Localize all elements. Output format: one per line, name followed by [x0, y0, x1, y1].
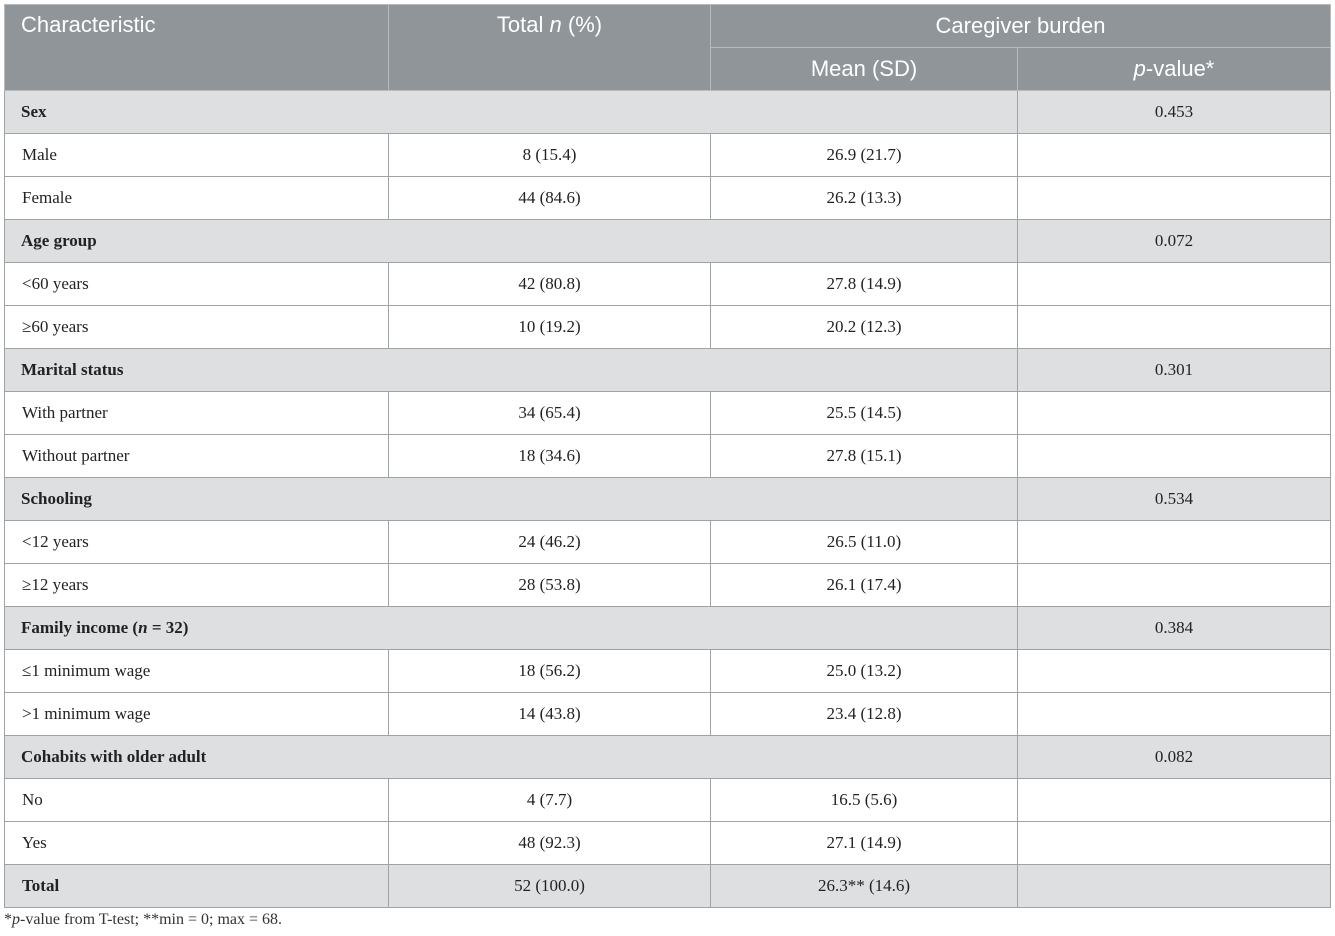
header-total-suffix: (%) — [561, 12, 603, 37]
row-p-empty — [1018, 521, 1331, 564]
table-row — [5, 435, 1331, 478]
row-p-empty — [1018, 822, 1331, 865]
total-count: 52 (100.0) — [389, 865, 711, 908]
group-label-prefix: Family income ( — [21, 618, 139, 637]
table-row — [5, 263, 1331, 306]
table-row — [5, 650, 1331, 693]
row-mean: 25.5 (14.5) — [711, 392, 1018, 435]
header-caregiver-burden: Caregiver burden — [711, 5, 1331, 48]
row-total: 8 (15.4) — [389, 134, 711, 177]
row-mean: 26.5 (11.0) — [711, 521, 1018, 564]
row-total: 42 (80.8) — [389, 263, 711, 306]
row-mean: 27.8 (14.9) — [711, 263, 1018, 306]
header-p-value — [1018, 48, 1331, 91]
table-row — [5, 134, 1331, 177]
table-body — [5, 91, 1331, 908]
row-label: ≥60 years — [5, 306, 389, 349]
table-row — [5, 392, 1331, 435]
table-row — [5, 822, 1331, 865]
group-label: Sex — [5, 91, 1018, 134]
group-label: Marital status — [5, 349, 1018, 392]
row-p-empty — [1018, 779, 1331, 822]
header-mean-sd: Mean (SD) — [711, 48, 1018, 91]
row-mean: 27.8 (15.1) — [711, 435, 1018, 478]
row-mean: 23.4 (12.8) — [711, 693, 1018, 736]
row-mean: 25.0 (13.2) — [711, 650, 1018, 693]
group-row-sex — [5, 91, 1331, 134]
table-row — [5, 693, 1331, 736]
row-p-empty — [1018, 134, 1331, 177]
group-row-family-income — [5, 607, 1331, 650]
row-label: Female — [5, 177, 389, 220]
header-total-prefix: Total — [496, 12, 550, 37]
row-total: 24 (46.2) — [389, 521, 711, 564]
group-p-value: 0.534 — [1018, 478, 1331, 521]
group-row-schooling — [5, 478, 1331, 521]
row-total: 34 (65.4) — [389, 392, 711, 435]
characteristics-table-container — [4, 4, 1330, 908]
row-label: <12 years — [5, 521, 389, 564]
row-p-empty — [1018, 693, 1331, 736]
table-row — [5, 779, 1331, 822]
table-row — [5, 564, 1331, 607]
row-total: 48 (92.3) — [389, 822, 711, 865]
group-row-age-group — [5, 220, 1331, 263]
header-p-italic: p — [1133, 56, 1146, 81]
footnote-star: * — [4, 911, 12, 928]
row-label: Male — [5, 134, 389, 177]
group-row-cohabits — [5, 736, 1331, 779]
footnote-p-italic: p — [12, 911, 20, 928]
row-p-empty — [1018, 306, 1331, 349]
row-p-empty — [1018, 650, 1331, 693]
row-p-empty — [1018, 435, 1331, 478]
group-label: Age group — [5, 220, 1018, 263]
table-footnote — [4, 911, 282, 929]
total-mean: 26.3** (14.6) — [711, 865, 1018, 908]
row-p-empty — [1018, 564, 1331, 607]
row-mean: 26.1 (17.4) — [711, 564, 1018, 607]
row-p-empty — [1018, 392, 1331, 435]
row-total: 28 (53.8) — [389, 564, 711, 607]
row-label: Without partner — [5, 435, 389, 478]
group-label — [5, 607, 1018, 650]
characteristics-table — [4, 4, 1331, 908]
header-p-suffix: -value* — [1145, 56, 1215, 81]
row-total: 44 (84.6) — [389, 177, 711, 220]
header-characteristic: Characteristic — [5, 5, 389, 91]
row-label: No — [5, 779, 389, 822]
group-label: Cohabits with older adult — [5, 736, 1018, 779]
group-p-value: 0.082 — [1018, 736, 1331, 779]
row-label: ≥12 years — [5, 564, 389, 607]
row-label: >1 minimum wage — [5, 693, 389, 736]
row-label: <60 years — [5, 263, 389, 306]
group-label-suffix: = 32) — [147, 618, 189, 637]
total-row — [5, 865, 1331, 908]
row-total: 18 (34.6) — [389, 435, 711, 478]
header-total-n: n — [549, 12, 562, 37]
table-row — [5, 177, 1331, 220]
row-total: 18 (56.2) — [389, 650, 711, 693]
group-label: Schooling — [5, 478, 1018, 521]
table-row — [5, 521, 1331, 564]
row-label: Yes — [5, 822, 389, 865]
group-p-value: 0.301 — [1018, 349, 1331, 392]
row-mean: 27.1 (14.9) — [711, 822, 1018, 865]
row-p-empty — [1018, 263, 1331, 306]
total-p-empty — [1018, 865, 1331, 908]
table-row — [5, 306, 1331, 349]
group-row-marital-status — [5, 349, 1331, 392]
header-total — [389, 5, 711, 91]
group-p-value: 0.072 — [1018, 220, 1331, 263]
footnote-text: -value from T-test; **min = 0; max = 68. — [20, 911, 283, 928]
row-label: ≤1 minimum wage — [5, 650, 389, 693]
row-total: 14 (43.8) — [389, 693, 711, 736]
row-label: With partner — [5, 392, 389, 435]
row-mean: 26.2 (13.3) — [711, 177, 1018, 220]
row-total: 4 (7.7) — [389, 779, 711, 822]
group-p-value: 0.453 — [1018, 91, 1331, 134]
total-label: Total — [5, 865, 389, 908]
group-label-n: n — [138, 618, 148, 637]
row-mean: 16.5 (5.6) — [711, 779, 1018, 822]
row-p-empty — [1018, 177, 1331, 220]
group-p-value: 0.384 — [1018, 607, 1331, 650]
table-header — [5, 5, 1331, 91]
row-mean: 26.9 (21.7) — [711, 134, 1018, 177]
row-mean: 20.2 (12.3) — [711, 306, 1018, 349]
row-total: 10 (19.2) — [389, 306, 711, 349]
